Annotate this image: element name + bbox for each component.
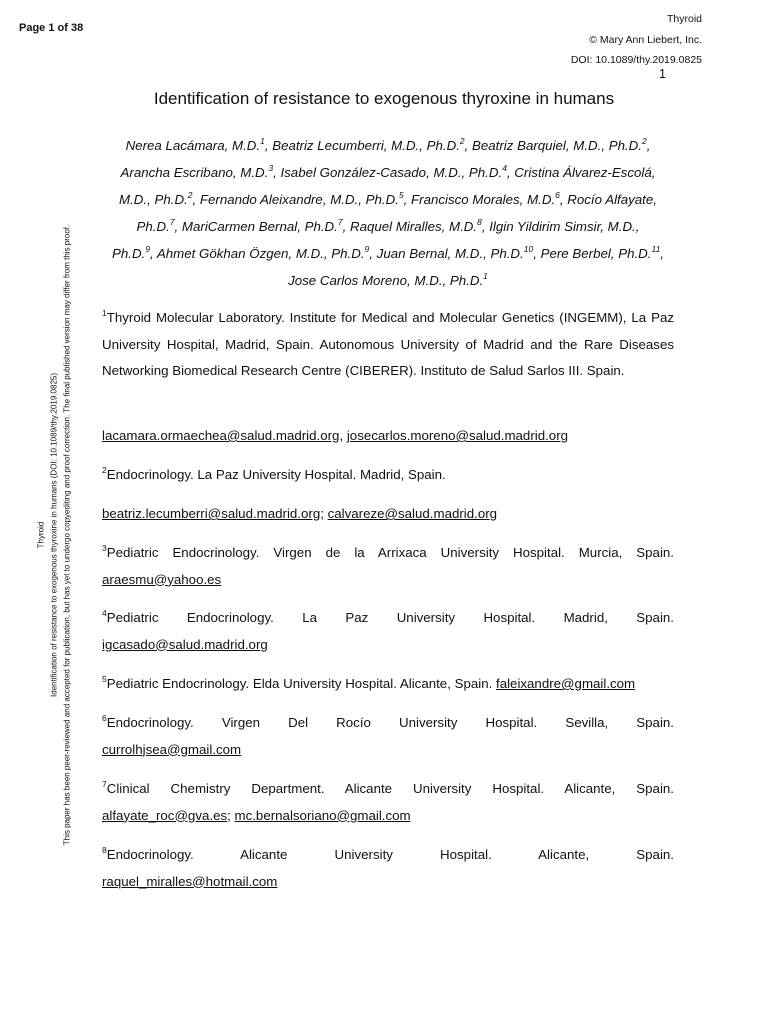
email-link[interactable]: currolhjsea@gmail.com <box>102 741 242 757</box>
sidebar-disclaimer: This paper has been peer-reviewed and accepted for publication, but has yet to undergo copyediting and proof correction. The final published version may differ from this proof. <box>62 224 72 846</box>
affiliation-4: $^4$Pediatric Endocrinology. La Paz University Hospital. Madrid, Spain. igcasado@salud.madrid.org <box>102 608 674 652</box>
doi: DOI: 10.1089/thy.2019.0825 <box>570 54 702 66</box>
affiliation-1-emails: lacamara.ormaechea@salud.madrid.org, josecarlos.moreno@salud.madrid.org <box>102 428 569 443</box>
author-line: Arancha Escribano, M.D.$^3$, Isabel González-Casado, M.D., Ph.D.$^4$, Cristina Álvarez-Escolá, <box>120 163 656 180</box>
email-link[interactable]: beatriz.lecumberri@salud.madrid.org <box>102 506 321 521</box>
sidebar-notice <box>24 195 84 875</box>
author-line: Nerea Lacámara, M.D.$^1$, Beatriz Lecumberri, M.D., Ph.D.$^2$, Beatriz Barquiel, M.D., Ph.D.$^2$, <box>125 136 651 153</box>
affiliation-2-emails: beatriz.lecumberri@salud.madrid.org; calvareze@salud.madrid.org <box>102 506 498 521</box>
affiliation-8: $^8$Endocrinology. Alicante University Hospital. Alicante, Spain. raquel_miralles@hotmail.com <box>102 845 674 889</box>
email-link[interactable]: raquel_miralles@hotmail.com <box>102 873 278 889</box>
affiliation-2: $^2$Endocrinology. La Paz University Hospital. Madrid, Spain. <box>102 465 446 482</box>
author-list <box>100 132 676 294</box>
email-link[interactable]: mc.bernalsoriano@gmail.com <box>234 807 411 823</box>
publisher: © Mary Ann Liebert, Inc. <box>589 34 702 46</box>
email-link[interactable]: araesmu@yahoo.es <box>102 571 222 587</box>
email-link[interactable]: faleixandre@gmail.com <box>496 676 636 691</box>
email-link[interactable]: josecarlos.moreno@salud.madrid.org <box>346 428 569 443</box>
email-link[interactable]: igcasado@salud.madrid.org <box>102 636 268 652</box>
author-line: Ph.D.$^7$, MariCarmen Bernal, Ph.D.$^7$, Raquel Miralles, M.D.$^8$, Ilgin Yildirim Simsir, M.D., <box>136 217 640 234</box>
affiliation-7: $^7$Clinical Chemistry Department. Alicante University Hospital. Alicante, Spain. alfayate_roc@gva.es; mc.bernalsoriano@gmail.com <box>102 779 674 823</box>
email-link[interactable]: calvareze@salud.madrid.org <box>327 506 498 521</box>
email-link[interactable]: alfayate_roc@gva.es <box>102 807 228 823</box>
affiliation-3: $^3$Pediatric Endocrinology. Virgen de la Arrixaca University Hospital. Murcia, Spain. araesmu@yahoo.es <box>102 543 674 587</box>
paper-title: Identification of resistance to exogenous thyroxine in humans <box>153 89 615 108</box>
author-line: Ph.D.$^9$, Ahmet Gökhan Özgen, M.D., Ph.D.$^9$, Juan Bernal, M.D., Ph.D.$^{10}$, Pere Berbel, Ph.D.$^{11}$, <box>111 244 664 261</box>
affiliation-6: $^6$Endocrinology. Virgen Del Rocío University Hospital. Sevilla, Spain. currolhjsea@gmail.com <box>102 713 674 757</box>
journal-name: Thyroid <box>666 13 702 25</box>
email-link[interactable]: lacamara.ormaechea@salud.madrid.org <box>102 428 340 443</box>
affiliation-5: $^5$Pediatric Endocrinology. Elda University Hospital. Alicante, Spain. faleixandre@gmail.com <box>102 674 636 691</box>
author-line: Jose Carlos Moreno, M.D., Ph.D.$^1$ <box>288 271 488 288</box>
author-line: M.D., Ph.D.$^2$, Fernando Aleixandre, M.D., Ph.D.$^5$, Francisco Morales, M.D.$^6$, Rocío Alfayate, <box>119 190 657 207</box>
affiliation-1: $^1$Thyroid Molecular Laboratory. Institute for Medical and Molecular Genetics (INGEMM), La Paz University Hospital, Madrid, Spain. Autonomous University of Madrid and the Rare Diseases Networking Biomedical Research Centre (CIBERER). Instituto de Salud Sarlos III. Spain. <box>102 308 674 378</box>
sidebar-article: Identification of resistance to exogenous thyroxine in humans (DOI: 10.1089/thy.2019.0825) <box>49 372 59 698</box>
page-indicator: Page 1 of 38 <box>19 22 84 34</box>
page-number: 1 <box>659 67 666 81</box>
sidebar-journal: Thyroid <box>36 521 46 549</box>
